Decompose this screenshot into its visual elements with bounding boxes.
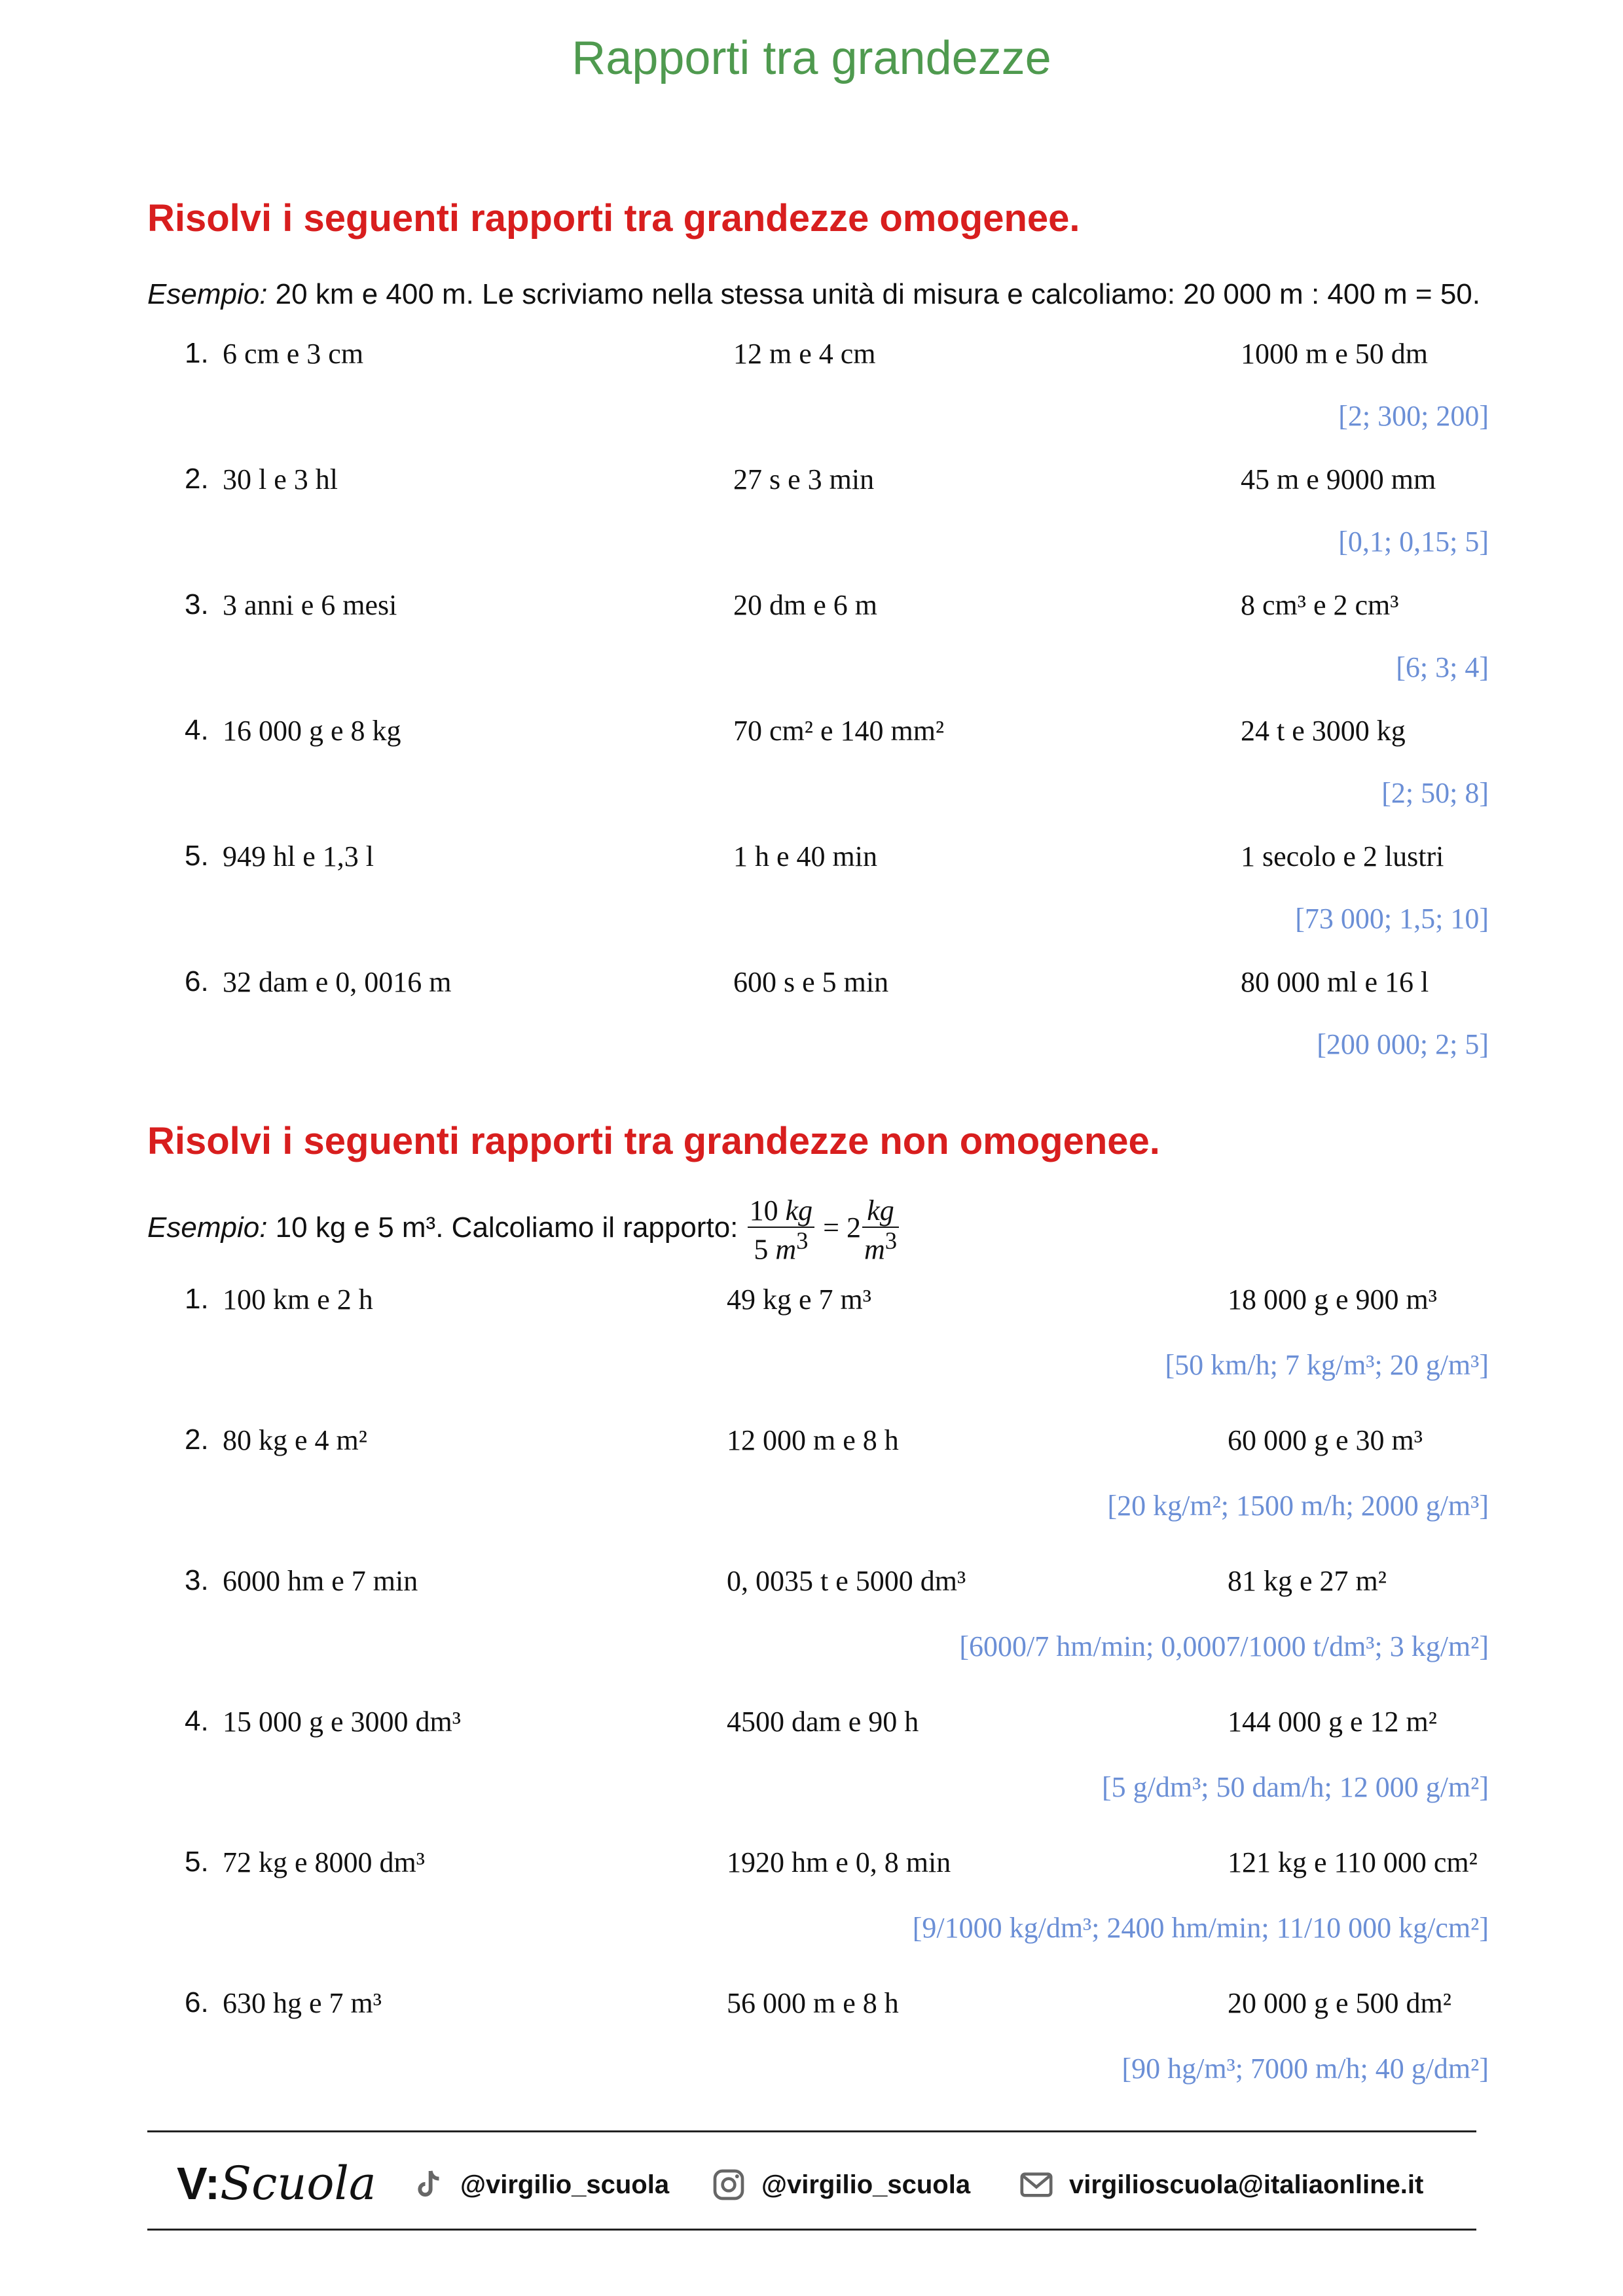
footer-bottom-divider — [147, 2229, 1476, 2231]
exercise-item-b: 0, 0035 t e 5000 dm³ — [727, 1565, 966, 1597]
answer-key: [20 kg/m²; 1500 m/h; 2000 g/m³] — [1107, 1490, 1489, 1522]
section2-example — [147, 1196, 900, 1265]
answer-key: [0,1; 0,15; 5] — [1338, 526, 1489, 558]
exercise-number: 3. — [185, 1564, 209, 1596]
exercise-number: 1. — [185, 337, 209, 369]
exercise-row — [0, 1283, 1623, 1322]
exercise-item-b: 4500 dam e 90 h — [727, 1706, 919, 1738]
exercise-item-a: 3 anni e 6 mesi — [223, 589, 397, 621]
exercise-item-b: 600 s e 5 min — [733, 966, 889, 998]
section1-example — [147, 278, 1480, 311]
tiktok-icon — [409, 2166, 446, 2203]
section2-example-formula: $\frac{10 kg}{5 m^3}$ = 2 $\frac{kg}{m^3}$ — [746, 1211, 900, 1244]
exercise-number: 2. — [185, 463, 209, 495]
exercise-item-a: 72 kg e 8000 dm³ — [223, 1846, 425, 1878]
exercise-item-b: 49 kg e 7 m³ — [727, 1283, 871, 1316]
instagram-link[interactable] — [710, 2166, 970, 2203]
exercise-item-c: 24 t e 3000 kg — [1241, 715, 1406, 747]
section1-heading: Risolvi i seguenti rapporti tra grandezze omogenee. — [147, 197, 1080, 240]
answer-key: [2; 50; 8] — [1381, 777, 1489, 809]
exercise-row — [0, 463, 1623, 502]
mail-icon — [1018, 2166, 1055, 2203]
exercise-item-a: 100 km e 2 h — [223, 1283, 373, 1316]
answer-key: [2; 300; 200] — [1338, 400, 1489, 432]
exercise-number: 5. — [185, 1846, 209, 1878]
section1-example-label: Esempio: — [147, 278, 268, 310]
exercise-row — [0, 965, 1623, 1005]
footer — [147, 2147, 1476, 2219]
exercise-number: 6. — [185, 1986, 209, 2018]
answer-key: [6; 3; 4] — [1396, 651, 1489, 683]
exercise-number: 1. — [185, 1283, 209, 1315]
exercise-item-b: 56 000 m e 8 h — [727, 1987, 899, 2019]
exercise-item-b: 70 cm² e 140 mm² — [733, 715, 945, 747]
exercise-item-a: 15 000 g e 3000 dm³ — [223, 1706, 461, 1738]
instagram-handle: @virgilio_scuola — [761, 2170, 971, 2199]
footer-top-divider — [147, 2130, 1476, 2132]
exercise-item-a: 630 hg e 7 m³ — [223, 1987, 382, 2019]
exercise-item-c: 20 000 g e 500 dm² — [1228, 1987, 1451, 2019]
answer-key: [73 000; 1,5; 10] — [1295, 903, 1489, 935]
section2-example-text: 10 kg e 5 m³. Calcoliamo il rapporto: — [275, 1211, 739, 1244]
exercise-number: 3. — [185, 588, 209, 620]
exercise-item-a: 16 000 g e 8 kg — [223, 715, 401, 747]
exercise-item-a: 6000 hm e 7 min — [223, 1565, 418, 1597]
exercise-number: 4. — [185, 1705, 209, 1737]
exercise-item-c: 80 000 ml e 16 l — [1241, 966, 1429, 998]
exercise-item-a: 32 dam e 0, 0016 m — [223, 966, 452, 998]
exercise-item-b: 12 m e 4 cm — [733, 338, 876, 370]
tiktok-link[interactable] — [409, 2166, 669, 2203]
section1-example-text: 20 km e 400 m. Le scriviamo nella stessa unità di misura e calcoliamo: 20 000 m : 400 m = 50. — [275, 278, 1480, 310]
exercise-item-c: 81 kg e 27 m² — [1228, 1565, 1387, 1597]
exercise-number: 5. — [185, 840, 209, 872]
answer-key: [9/1000 kg/dm³; 2400 hm/min; 11/10 000 kg/cm²] — [912, 1912, 1489, 1944]
page-title: Rapporti tra grandezze — [572, 32, 1051, 84]
exercise-item-b: 1920 hm e 0, 8 min — [727, 1846, 951, 1878]
exercise-item-c: 45 m e 9000 mm — [1241, 463, 1436, 495]
answer-key: [90 hg/m³; 7000 m/h; 40 g/dm²] — [1122, 2053, 1489, 2085]
exercise-item-c: 60 000 g e 30 m³ — [1228, 1424, 1423, 1456]
exercise-number: 2. — [185, 1424, 209, 1456]
exercise-number: 4. — [185, 714, 209, 746]
virgilio-scuola-logo: V:Scuola — [177, 2157, 376, 2210]
exercise-item-a: 30 l e 3 hl — [223, 463, 338, 495]
exercise-item-a: 6 cm e 3 cm — [223, 338, 364, 370]
answer-key: [6000/7 hm/min; 0,0007/1000 t/dm³; 3 kg/m²] — [959, 1630, 1489, 1662]
exercise-item-c: 121 kg e 110 000 cm² — [1228, 1846, 1478, 1878]
section2-example-label: Esempio: — [147, 1211, 268, 1244]
answer-key: [200 000; 2; 5] — [1317, 1028, 1489, 1060]
exercise-item-c: 1 secolo e 2 lustri — [1241, 840, 1444, 872]
exercise-item-c: 18 000 g e 900 m³ — [1228, 1283, 1437, 1316]
exercise-item-a: 949 hl e 1,3 l — [223, 840, 374, 872]
exercise-item-c: 144 000 g e 12 m² — [1228, 1706, 1437, 1738]
exercise-row — [0, 337, 1623, 376]
email-address: virgilioscuola@italiaonline.it — [1069, 2170, 1424, 2199]
exercise-row — [0, 1564, 1623, 1604]
exercise-item-b: 1 h e 40 min — [733, 840, 877, 872]
exercise-row — [0, 714, 1623, 753]
exercise-number: 6. — [185, 965, 209, 997]
exercise-item-b: 27 s e 3 min — [733, 463, 875, 495]
exercise-item-c: 8 cm³ e 2 cm³ — [1241, 589, 1399, 621]
exercise-item-b: 12 000 m e 8 h — [727, 1424, 899, 1456]
tiktok-handle: @virgilio_scuola — [460, 2170, 670, 2199]
section2-heading: Risolvi i seguenti rapporti tra grandezze non omogenee. — [147, 1120, 1160, 1162]
answer-key: [50 km/h; 7 kg/m³; 20 g/m³] — [1165, 1349, 1489, 1381]
exercise-row — [0, 1424, 1623, 1463]
exercise-row — [0, 1846, 1623, 1885]
email-link[interactable] — [1018, 2166, 1423, 2203]
exercise-row — [0, 588, 1623, 628]
exercise-item-b: 20 dm e 6 m — [733, 589, 877, 621]
exercise-item-a: 80 kg e 4 m² — [223, 1424, 367, 1456]
exercise-item-c: 1000 m e 50 dm — [1241, 338, 1428, 370]
answer-key: [5 g/dm³; 50 dam/h; 12 000 g/m²] — [1101, 1771, 1489, 1803]
exercise-row — [0, 840, 1623, 879]
instagram-icon — [710, 2166, 747, 2203]
exercise-row — [0, 1986, 1623, 2026]
exercise-row — [0, 1705, 1623, 1744]
